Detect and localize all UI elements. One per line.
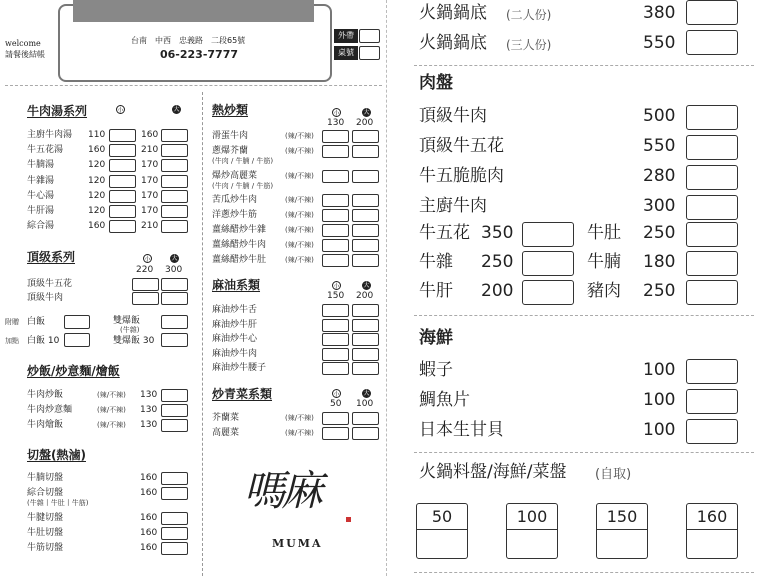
fried-rice-title: 炒飯/炒意麵/燴飯 [27, 364, 120, 378]
qty-box-large[interactable] [352, 254, 379, 267]
price: 100 [643, 360, 676, 380]
cut-plate-title: 切盤(熱滷) [27, 448, 86, 462]
qty-box[interactable] [161, 404, 188, 417]
price: 300 [643, 196, 676, 216]
price: 130 [140, 390, 158, 400]
platter-price-label: 160 [687, 504, 737, 530]
sesame-price-large: 200 [356, 291, 374, 301]
price-small: 160 [88, 221, 106, 232]
price: 160 [140, 543, 158, 553]
qty-box[interactable] [161, 472, 188, 485]
menu-item-name: 芥蘭菜 [212, 413, 240, 423]
price-small: 160 [88, 145, 106, 156]
menu-item-name: 主廚牛肉 [419, 196, 487, 216]
price: 160 [140, 488, 158, 498]
menu-item-name: 麻油炒牛腰子 [212, 363, 267, 373]
qty-box-large[interactable] [352, 194, 379, 207]
qty-box-small[interactable] [322, 319, 349, 332]
qty-box-small[interactable] [322, 170, 349, 183]
qty-box[interactable] [686, 222, 738, 247]
price: 500 [643, 106, 676, 126]
qty-box-small[interactable] [322, 224, 349, 237]
platter-box[interactable] [596, 503, 648, 559]
stir-fry-price-small: 130 [327, 118, 345, 128]
logo-seal-icon [346, 517, 351, 522]
double-rice-sub: (牛雜) [120, 326, 140, 334]
menu-item-name: 苦瓜炒牛肉 [212, 195, 258, 205]
large-size-icon: 大 [363, 282, 370, 289]
spicy-option: (辣/不辣) [285, 147, 314, 155]
qty-box[interactable] [686, 105, 738, 130]
hotpot-base-sub: (二人份) [506, 8, 552, 22]
platter-box[interactable] [686, 503, 738, 559]
menu-item-name: 牛肉燴飯 [27, 420, 64, 430]
meat-title: 肉盤 [419, 73, 453, 93]
qty-box[interactable] [686, 251, 738, 276]
menu-item-name: 牛肉炒飯 [27, 390, 64, 400]
price-large: 170 [141, 206, 159, 216]
platter-price-label: 100 [507, 504, 557, 530]
platter-price-label: 150 [597, 504, 647, 530]
spicy-option: (辣/不辣) [97, 391, 126, 399]
section-divider [414, 452, 754, 453]
menu-item-sub: (牛肉 / 牛腩 / 牛筋) [212, 182, 274, 190]
qty-box-small[interactable] [109, 220, 136, 233]
menu-item-name: 蔥爆芥蘭 [212, 146, 249, 156]
large-size-icon: 大 [363, 109, 370, 116]
menu-item-name: 麻油炒牛心 [212, 334, 258, 344]
spicy-option: (辣/不辣) [285, 211, 314, 219]
qty-box[interactable] [522, 251, 574, 276]
premium-price-large: 300 [165, 265, 183, 275]
menu-item-name: 牛腩切盤 [27, 473, 64, 483]
price: 130 [140, 420, 158, 430]
rice-free-box[interactable] [64, 315, 90, 329]
price-small: 120 [88, 206, 106, 216]
platter-title: 火鍋料盤/海鮮/菜盤 [419, 462, 567, 482]
qty-box-small[interactable] [109, 129, 136, 142]
menu-item-name: 綜合切盤 [27, 488, 64, 498]
qty-box-large[interactable] [161, 220, 188, 233]
menu-item-name: 薑絲醋炒牛肚 [212, 255, 267, 265]
beef-soup-title: 牛肉湯系列 [27, 104, 88, 118]
small-size-icon: 小 [144, 256, 151, 263]
qty-box-large[interactable] [161, 278, 188, 291]
qty-box-large[interactable] [352, 362, 379, 375]
qty-box[interactable] [161, 527, 188, 540]
menu-item-name: 牛肝湯 [27, 206, 55, 216]
menu-item-name: 牛肝 [419, 281, 453, 301]
price: 350 [481, 223, 514, 243]
address: 台南 中西 忠義路 二段65號 [131, 36, 246, 45]
menu-item-name: 牛肚切盤 [27, 528, 64, 538]
menu-item-name: 薑絲醋炒牛雜 [212, 225, 267, 235]
menu-item-sub: (牛肉 / 牛腩 / 牛筋) [212, 157, 274, 165]
premium-title: 頂级系列 [27, 250, 76, 264]
price: 130 [140, 405, 158, 415]
price-small: 120 [88, 190, 106, 201]
qty-box-small[interactable] [322, 304, 349, 317]
qty-box-large[interactable] [352, 348, 379, 361]
menu-item-name: 牛心湯 [27, 190, 55, 201]
price: 250 [643, 223, 676, 243]
hotpot-base-sub: (三人份) [506, 38, 552, 52]
small-size-icon: 小 [333, 110, 340, 117]
takeout-label: 外帶 [334, 29, 358, 43]
spicy-option: (辣/不辣) [285, 256, 314, 264]
menu-item-name: 牛雜 [419, 252, 453, 272]
qty-box-large[interactable] [161, 292, 188, 305]
menu-item-name: 牛肉炒意麵 [27, 405, 73, 415]
header-bar [73, 0, 314, 22]
spicy-option: (辣/不辣) [285, 241, 314, 249]
qty-box[interactable] [686, 359, 738, 384]
large-size-icon: 大 [363, 390, 370, 397]
qty-box[interactable] [686, 0, 738, 25]
price-small: 120 [88, 175, 106, 186]
premium-price-small: 220 [136, 265, 154, 275]
price-large: 170 [141, 160, 159, 171]
logo-text: MUMA [272, 537, 323, 550]
menu-item-name: 牛筋切盤 [27, 543, 64, 553]
rice-extra-label: 加點 [5, 337, 19, 345]
spicy-option: (辣/不辣) [285, 226, 314, 234]
large-size-icon: 大 [171, 255, 178, 262]
menu-item-name: 日本生甘貝 [419, 420, 504, 440]
page-divider [386, 0, 387, 576]
qty-box-small[interactable] [322, 130, 349, 143]
bottom-divider [414, 572, 754, 573]
menu-item-name: 麻油炒牛肝 [212, 319, 258, 330]
spicy-option: (辣/不辣) [285, 132, 314, 140]
qty-box-small[interactable] [322, 254, 349, 267]
qty-box-small[interactable] [109, 205, 136, 218]
double-rice-box-2[interactable] [161, 333, 188, 347]
price-small: 110 [88, 130, 106, 140]
qty-box-small[interactable] [132, 292, 159, 305]
price: 250 [481, 252, 514, 272]
spicy-option: (辣/不辣) [285, 196, 314, 204]
small-size-icon: 小 [117, 107, 124, 114]
qty-box-small[interactable] [322, 145, 349, 158]
double-rice-box-1[interactable] [161, 315, 188, 329]
menu-item-name: 牛肚 [587, 223, 621, 243]
menu-item-name: 麻油炒牛舌 [212, 305, 258, 315]
price: 100 [643, 420, 676, 440]
header-divider [5, 85, 382, 86]
price-large: 160 [141, 130, 159, 140]
qty-box-large[interactable] [352, 319, 379, 332]
qty-box[interactable] [686, 389, 738, 414]
qty-box-large[interactable] [352, 427, 379, 440]
stir-fry-price-large: 200 [356, 118, 374, 128]
menu-item-name: 高麗菜 [212, 428, 240, 438]
qty-box-small[interactable] [322, 427, 349, 440]
menu-item-name: 頂級牛五花 [27, 279, 73, 289]
menu-item-name: 薑絲醋炒牛肉 [212, 240, 267, 250]
menu-item-name: 牛腱切盤 [27, 513, 64, 523]
menu-item-name: 主廚牛肉湯 [27, 130, 73, 140]
price: 380 [643, 3, 676, 23]
menu-item-name: 豬肉 [587, 281, 621, 301]
qty-box[interactable] [161, 389, 188, 402]
qty-box-large[interactable] [161, 205, 188, 218]
welcome-text: welcome [5, 39, 41, 48]
menu-item-name: 頂級牛肉 [27, 293, 64, 303]
sesame-title: 麻油系類 [212, 278, 261, 292]
qty-box-small[interactable] [109, 190, 136, 203]
qty-box-large[interactable] [352, 304, 379, 317]
large-size-icon: 大 [173, 106, 180, 113]
qty-box-small[interactable] [322, 362, 349, 375]
qty-box-large[interactable] [352, 209, 379, 222]
platter-box[interactable] [506, 503, 558, 559]
price: 200 [481, 281, 514, 301]
qty-box-small[interactable] [109, 159, 136, 172]
column-divider [202, 92, 203, 576]
qty-box[interactable] [161, 419, 188, 432]
qty-box-large[interactable] [161, 175, 188, 188]
double-rice-price: 雙爆飯 30 [113, 336, 155, 346]
qty-box[interactable] [686, 419, 738, 444]
menu-item-name: 蝦子 [419, 360, 453, 380]
qty-box[interactable] [686, 195, 738, 220]
qty-box-large[interactable] [161, 144, 188, 157]
qty-box-small[interactable] [109, 175, 136, 188]
spicy-option: (辣/不辣) [97, 421, 126, 429]
menu-item-name: 牛五花 [419, 223, 470, 243]
takeout-box[interactable] [359, 29, 380, 43]
menu-item-name: 洋蔥炒牛筋 [212, 210, 258, 220]
section-divider [414, 65, 754, 66]
qty-box-large[interactable] [161, 190, 188, 203]
logo-calligraphy: 嗎麻 [243, 466, 320, 515]
platter-sub: (自取) [595, 467, 632, 482]
qty-box-small[interactable] [322, 333, 349, 346]
spicy-option: (辣/不辣) [285, 429, 314, 437]
price-small: 120 [88, 160, 106, 171]
spicy-option: (辣/不辣) [285, 172, 314, 180]
qty-box[interactable] [161, 487, 188, 500]
price: 550 [643, 136, 676, 156]
qty-box-large[interactable] [352, 239, 379, 252]
qty-box-small[interactable] [322, 239, 349, 252]
spicy-option: (辣/不辣) [285, 414, 314, 422]
price: 160 [140, 528, 158, 538]
rice-free-item: 白飯 [27, 317, 46, 327]
qty-box-small[interactable] [322, 194, 349, 207]
hotpot-base-name: 火鍋鍋底 [419, 33, 487, 53]
price-large: 170 [141, 190, 159, 201]
price: 250 [643, 281, 676, 301]
price: 100 [643, 390, 676, 410]
price: 180 [643, 252, 676, 272]
menu-item-sub: (牛雜丨牛肚丨牛筋) [27, 499, 89, 507]
menu-item-name: 牛五花湯 [27, 145, 64, 156]
price: 160 [140, 473, 158, 483]
qty-box-large[interactable] [352, 145, 379, 158]
phone: 06-223-7777 [160, 48, 239, 61]
menu-item-name: 滑蛋牛肉 [212, 131, 249, 141]
price-large: 170 [141, 175, 159, 186]
pay-text: 請餐後結帳 [5, 50, 45, 59]
price: 160 [140, 513, 158, 523]
seafood-title: 海鮮 [419, 328, 453, 348]
qty-box-large[interactable] [352, 333, 379, 346]
price-large: 210 [141, 221, 159, 232]
qty-box-large[interactable] [352, 130, 379, 143]
sesame-price-small: 150 [327, 291, 345, 301]
qty-box[interactable] [686, 30, 738, 55]
price: 550 [643, 33, 676, 53]
stir-fry-title: 熱炒類 [212, 103, 249, 117]
hotpot-base-name: 火鍋鍋底 [419, 3, 487, 23]
platter-box[interactable] [416, 503, 468, 559]
qty-box-large[interactable] [161, 159, 188, 172]
menu-item-name: 牛腩 [587, 252, 621, 272]
small-size-icon: 小 [333, 283, 340, 290]
menu-item-name: 頂級牛五花 [419, 136, 504, 156]
menu-item-name: 爆炒高麗菜 [212, 171, 258, 181]
price-large: 210 [141, 145, 159, 156]
qty-box[interactable] [161, 542, 188, 555]
spicy-option: (辣/不辣) [97, 406, 126, 414]
qty-box-small[interactable] [322, 412, 349, 425]
small-size-icon: 小 [333, 391, 340, 398]
qty-box[interactable] [161, 512, 188, 525]
veg-title: 炒青菜系類 [212, 387, 273, 401]
veg-price-large: 100 [356, 399, 374, 409]
menu-item-name: 牛五脆脆肉 [419, 166, 504, 186]
menu-item-name: 牛腩湯 [27, 160, 55, 171]
table-box[interactable] [359, 46, 380, 60]
menu-item-name: 綜合湯 [27, 221, 55, 232]
qty-box[interactable] [686, 280, 738, 305]
qty-box-large[interactable] [352, 224, 379, 237]
qty-box[interactable] [522, 280, 574, 305]
menu-item-name: 牛雜湯 [27, 175, 55, 186]
platter-price-label: 50 [417, 504, 467, 530]
veg-price-small: 50 [330, 399, 342, 409]
qty-box-large[interactable] [352, 170, 379, 183]
qty-box[interactable] [686, 135, 738, 160]
price: 280 [643, 166, 676, 186]
rice-extra-box[interactable] [64, 333, 90, 347]
double-rice-item: 雙爆飯 [113, 316, 141, 326]
qty-box[interactable] [522, 222, 574, 247]
section-divider [414, 315, 754, 316]
qty-box-small[interactable] [109, 144, 136, 157]
qty-box-small[interactable] [322, 348, 349, 361]
qty-box-small[interactable] [132, 278, 159, 291]
rice-free-label: 附贈 [5, 318, 19, 326]
qty-box-small[interactable] [322, 209, 349, 222]
menu-item-name: 鯛魚片 [419, 390, 470, 410]
menu-item-name: 麻油炒牛肉 [212, 348, 258, 359]
table-label: 桌號 [334, 46, 358, 60]
qty-box-large[interactable] [161, 129, 188, 142]
qty-box-large[interactable] [352, 412, 379, 425]
rice-extra-item: 白飯 10 [27, 336, 60, 346]
qty-box[interactable] [686, 165, 738, 190]
menu-item-name: 頂級牛肉 [419, 106, 487, 126]
